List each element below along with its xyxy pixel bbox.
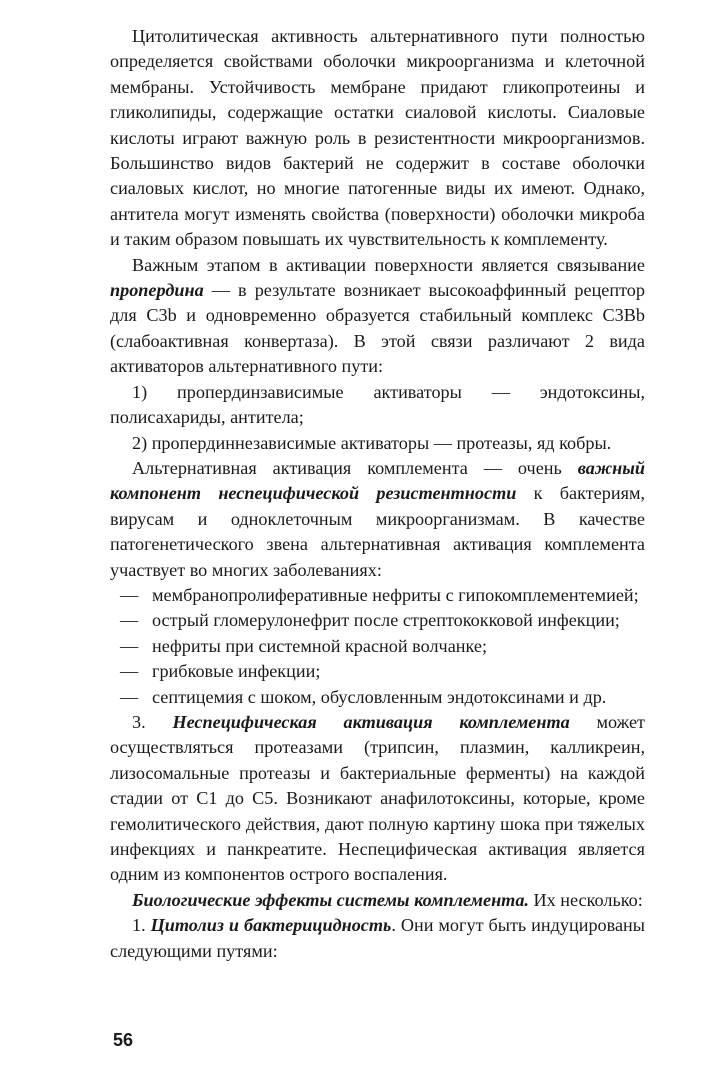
paragraph-cytolysis [110, 913, 645, 964]
term-important-component: важный компонент неспецифической резистентности [110, 457, 645, 504]
paragraph-text: . Они могут быть индуцированы следующими путями: [110, 915, 646, 961]
paragraph-alternative-activation [110, 456, 645, 583]
term-nonspecific-activation: Неспецифическая активация комплемента [172, 711, 570, 732]
term-cytolysis: Цитолиз и бактерицидность [150, 915, 392, 936]
list-item-text: грибковые инфекции; [152, 661, 321, 682]
paragraph-text: Их несколько: [528, 889, 643, 910]
page-number: 56 [113, 1030, 134, 1050]
paragraph-text: Важным этапом в активации поверхности является связывание [132, 254, 645, 275]
list-item-text: острый гломерулонефрит после стрептококковой инфекции; [152, 610, 620, 631]
list-item [110, 659, 645, 684]
list-item [110, 685, 645, 710]
disease-list [110, 583, 645, 710]
dash-bullet: — [120, 610, 139, 631]
paragraph-biological-effects [110, 888, 645, 913]
term-properdin: пропердина [110, 280, 204, 301]
dash-bullet: — [120, 584, 139, 605]
page-body-text [110, 24, 645, 964]
list-item-text: септицемия с шоком, обусловленным эндотоксинами и др. [152, 686, 607, 707]
activator-item-2: 2) пропердиннезависимые активаторы — протеазы, яд кобры. [132, 432, 612, 453]
list-item-text: нефриты при системной красной волчанке; [152, 635, 488, 656]
list-item [110, 608, 645, 633]
list-item [110, 583, 645, 608]
list-item [110, 634, 645, 659]
dash-bullet: — [120, 635, 139, 656]
paragraph-text: к бактериям, вирусам и одноклеточным микроорганизмам. В качестве патогенетического звена альтернативная активация комплемента участвует во многих заболеваниях: [110, 483, 645, 580]
activator-item-1: 1) пропердинзависимые активаторы — эндотоксины, полисахариды, антитела; [110, 381, 645, 428]
dash-bullet: — [120, 686, 139, 707]
dash-bullet: — [120, 661, 139, 682]
list-item-text: мембранопролиферативные нефриты с гипокомплементемией; [152, 584, 639, 605]
list-number: 1. [132, 915, 151, 936]
paragraph-text: — в результате возникает высокоаффинный рецептор для С3b и одновременно образуется стабильный комплекс С3Вb (слабоактивная конвертаза). В этой связи различают 2 вида активаторов альтернативного пути: [110, 280, 645, 377]
term-biological-effects: Биологические эффекты системы комплемента. [132, 889, 529, 910]
paragraph-nonspecific-activation [110, 710, 645, 888]
paragraph-cytolytic-activity: Цитолитическая активность альтернативного пути полностью определяется свойствами оболочки микроорганизма и клеточной мембраны. Устойчивость мембране придают гликопротеины и гликолипиды, содержащие остатки сиаловой кислоты. Сиаловые кислоты играют важную роль в резистентности микроорганизмов. Большинство видов бактерий не содержит в составе оболочки сиаловых кислот, но многие патогенные виды их имеют. Однако, антитела могут изменять свойства (поверхности) оболочки микроба и таким образом повышать их чувствительность к комплементу. [110, 26, 645, 250]
paragraph-properdin [110, 253, 645, 380]
list-number: 3. [132, 711, 173, 732]
paragraph-text: может осуществляться протеазами (трипсин, плазмин, калликреин, лизосомальные протеазы и бактериальные ферменты) на каждой стадии от С1 до С5. Возникают анафилотоксины, которые, кроме гемолитического действия, дают полную картину шока при тяжелых инфекциях и панкреатите. Неспецифическая активация является одним из компонентов острого воспаления. [110, 711, 646, 885]
paragraph-text: Альтернативная активация комплемента — очень [132, 457, 578, 478]
